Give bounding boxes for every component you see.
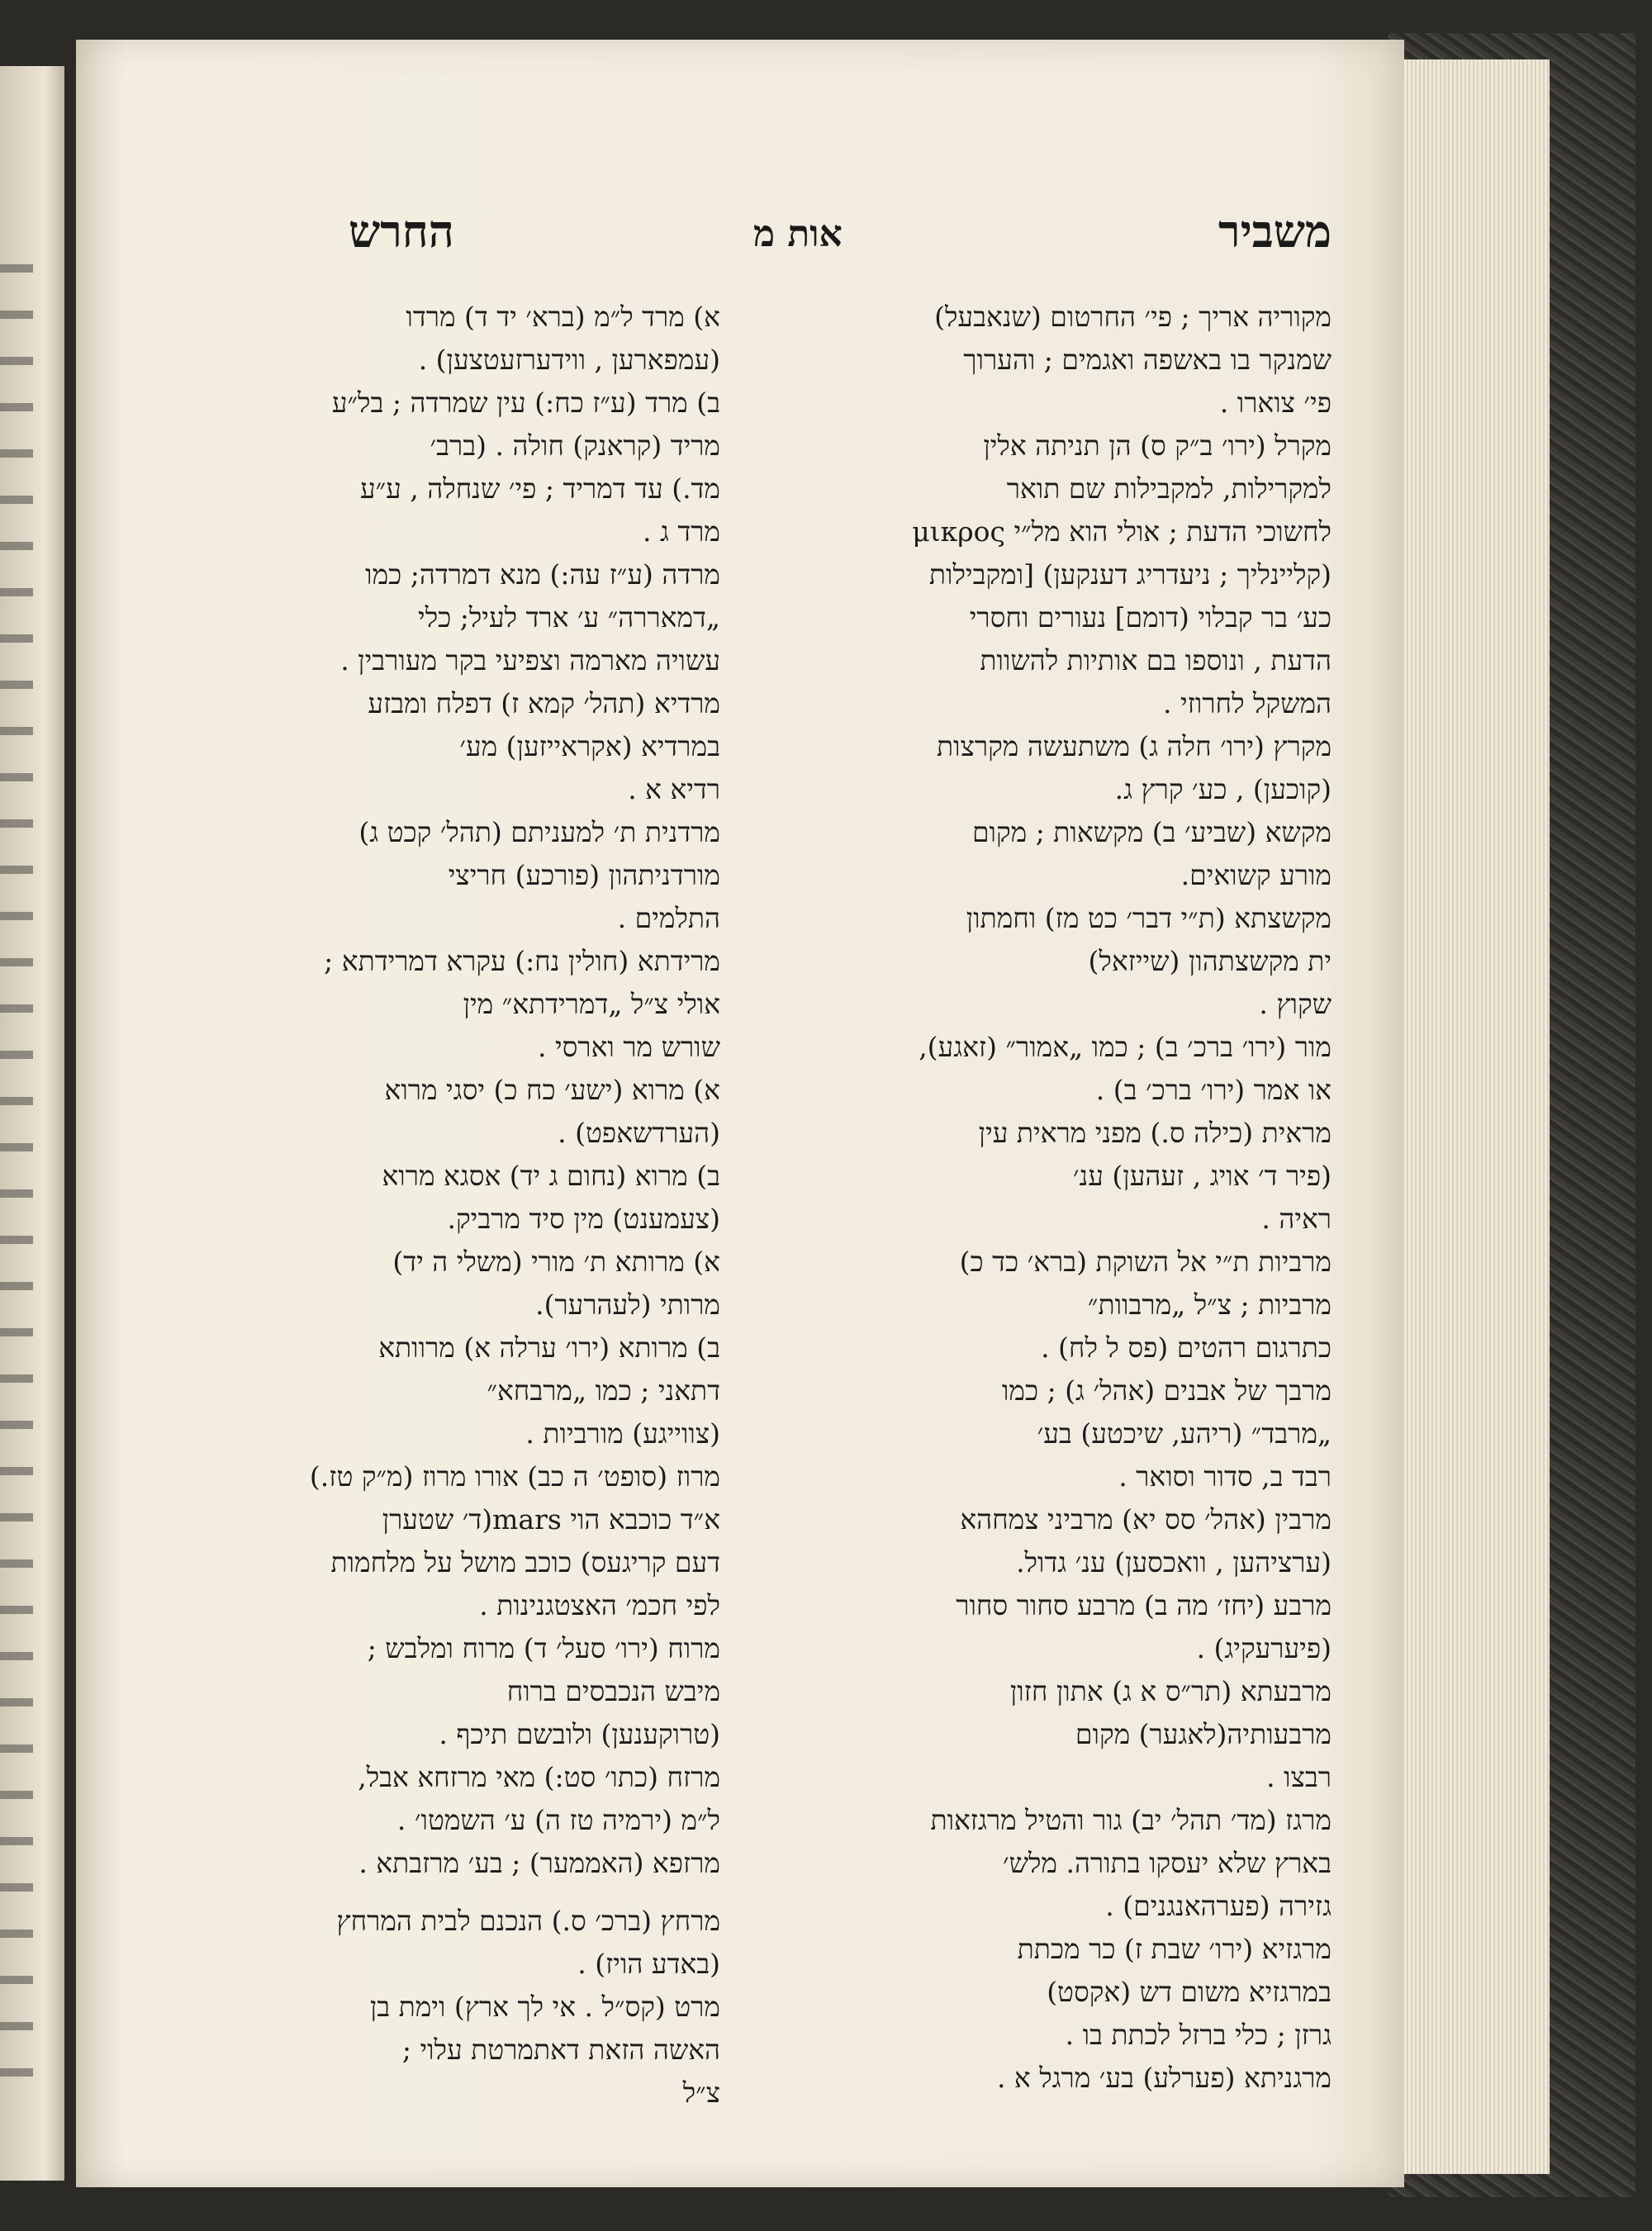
entry-line: כתרגום רהטים (פס ל לח) . [1041, 1331, 1332, 1364]
entry-line: לחשוכי הדעת ; אולי הוא מל״י μικρος [912, 515, 1332, 548]
entry-line: מורע קשואים. [1180, 859, 1332, 891]
entry-line: או אמר (ירו׳ ברכ׳ ב) . [1095, 1074, 1332, 1106]
entry-line: למקרילות, למקבילות שם תואר [1006, 472, 1332, 505]
running-head-letter: אות מ [753, 213, 843, 255]
entry-line: ב) מרוא (נחום ג יד) אסגא מרוא [382, 1160, 720, 1192]
entry-line: (הערדשאפט) . [558, 1117, 720, 1149]
entry-line: מקרץ (ירו׳ חלה ג) משתעשה מקרצות [937, 730, 1332, 762]
entry-line: רדיא א . [628, 773, 720, 805]
entry-line: מרזפא (האממער) ; בע׳ מרזבתא . [358, 1847, 720, 1879]
entry-line: מור (ירו׳ ברכ׳ ב) ; כמו „אמור״ (זאגע), [919, 1031, 1332, 1063]
entry-line: מרבין (אהל׳ סס יא) מרביני צמחהא [960, 1503, 1332, 1536]
entry-line: (ערציהען , וואכסען) ענ׳ גדול. [1016, 1546, 1332, 1578]
entry-line: ראיה . [1261, 1203, 1332, 1235]
entry-line: מרדה (ע״ז עה:) מנא דמרדה; כמו [365, 558, 720, 591]
entry-line: (באדע הויז) . [577, 1948, 720, 1980]
entry-line: מרד ג . [642, 515, 720, 548]
entry-line: מרזח (כתו׳ סט:) מאי מרזחא אבל, [358, 1761, 720, 1793]
entry-line: רבד ב, סדור וסואר . [1118, 1460, 1332, 1493]
entry-line: (קוכען) , כע׳ קרץ ג. [1114, 773, 1332, 805]
right-column [770, 296, 1332, 2100]
entry-line: מריד (קראנק) חולה . (ברב׳ [430, 430, 720, 462]
left-column [159, 296, 720, 2115]
entry-line: מרגזיא (ירו׳ שבת ז) כר מכתת [1017, 1933, 1332, 1965]
entry-line: א) מרד ל״מ (ברא׳ יד ד) מרדו [406, 301, 720, 333]
running-head [258, 205, 1332, 271]
entry-line: (פיערעקיג) . [1196, 1632, 1332, 1664]
entry-line: שורש מר וארסי . [538, 1031, 720, 1063]
entry-line: (פיר ד׳ אויג , זעהען) ענ׳ [1072, 1160, 1332, 1192]
entry-line: מרט (קס״ל . אי לך ארץ) וימת בן [369, 1991, 720, 2023]
entry-line: במרגזיא משום דש (אקסט) [1047, 1976, 1332, 2008]
page-edges [1396, 59, 1550, 2174]
entry-line: „דמאררה״ ע׳ ארד לעיל; כלי [418, 601, 720, 634]
entry-line: מרותי (לעהרער). [535, 1289, 720, 1321]
entry-line: (טרוקענען) ולובשם תיכף . [439, 1718, 720, 1750]
entry-line: מרוז (סופט׳ ה כב) אורו מרוז (מ״ק טז.) [309, 1460, 720, 1493]
entry-line: מקשצתא (ת״י דבר׳ כט מז) וחמתון [966, 902, 1332, 934]
entry-line: ית מקשצתהון (שייזאל) [1088, 945, 1332, 977]
entry-line: רבצו . [1266, 1761, 1332, 1793]
entry-line: שקוץ . [1259, 988, 1332, 1020]
running-head-first-word: משביר [1218, 205, 1332, 258]
entry-line: כע׳ בר קבלוי (דומם] נעורים וחסרי [969, 601, 1332, 634]
entry-line: גרזן ; כלי ברזל לכתת בו . [1065, 2019, 1332, 2051]
facing-page-text [0, 264, 33, 2081]
entry-line: המשקל לחרוזי . [1163, 687, 1332, 719]
entry-line: מקוריה אריך ; פי׳ החרטום (שנאבעל) [934, 301, 1332, 333]
entry-line: מיבש הנכבסים ברוח [506, 1675, 720, 1707]
entry-line: מד.) עד דמריד ; פי׳ שנחלה , ע״ע [359, 472, 720, 505]
entry-line: ל״מ (ירמיה טז ה) ע׳ השמטו׳ . [396, 1804, 720, 1836]
entry-line: פי׳ צוארו . [1219, 387, 1332, 419]
entry-line: „מרבד״ (ריהע, שיכטע) בע׳ [1037, 1417, 1332, 1450]
entry-line: (צעמענט) מין סיד מרביק. [447, 1203, 720, 1235]
entry-line: א) מרוא (ישע׳ כח כ) יסגי מרוא [384, 1074, 720, 1106]
entry-line: אולי צ״ל „דמרידתא״ מין [463, 988, 720, 1020]
entry-line: מרבך של אבנים (אהל׳ ג) ; כמו [1001, 1374, 1332, 1407]
entry-line: התלמים . [617, 902, 720, 934]
entry-line: מרידתא (חולין נח:) עקרא דמרידתא ; [324, 945, 720, 977]
entry-line: ב) מרד (ע״ז כח:) עין שמרדה ; בל״ע [331, 387, 720, 419]
entry-line: (עמפארען , ווידערזעטצען) . [418, 344, 720, 376]
entry-line: שמנקר בו באשפה ואגמים ; והערוך [963, 344, 1332, 376]
entry-line: מרדיא (תהל׳ קמא ז) דפלח ומבזע [368, 687, 720, 719]
entry-line: דעם קריגעס) כוכב מושל על מלחמות [330, 1546, 720, 1578]
facing-page [0, 66, 64, 2181]
entry-line: מרבעותיה(לאגער) מקום [1075, 1718, 1332, 1750]
entry-line: א) מרותא ת׳ מורי (משלי ה יד) [392, 1246, 720, 1278]
entry-line: לפי חכמ׳ האצטגנינות . [479, 1589, 720, 1621]
entry-line: מקשא (שביע׳ ב) מקשאות ; מקום [971, 816, 1332, 848]
entry-line: מרביות ת״י אל השוקת (ברא׳ כד כ) [959, 1246, 1332, 1278]
entry-line: (קליינליך ; ניעדריג דענקען) [ומקבילות [928, 558, 1332, 591]
entry-line: מרוח (ירו׳ סעל׳ ד) מרוח ומלבש ; [367, 1632, 720, 1664]
entry-line: דתאני ; כמו „מרבחא״ [487, 1374, 720, 1407]
entry-line: במרדיא (אקראייזען) מע׳ [459, 730, 720, 762]
entry-line: מורדניתהון (פורכע) חריצי [448, 859, 720, 891]
entry-line: מרבעתא (תר״ס א ג) אתון חזון [1009, 1675, 1332, 1707]
entry-line: האשה הזאת דאתמרטת עלוי ; [401, 2034, 720, 2066]
entry-line: ב) מרותא (ירו׳ ערלה א) מרוותא [378, 1331, 720, 1364]
entry-line: עשויה מארמה וצפיעי בקר מעורבין . [340, 644, 720, 676]
entry-line: גזירה (פערהאנגנים) . [1105, 1890, 1332, 1922]
book-page [76, 40, 1404, 2187]
entry-line: מקרל (ירו׳ ב״ק ס) הן תניתה אלין [983, 430, 1332, 462]
entry-line: בארץ שלא יעסקו בתורה. מלש׳ [1002, 1847, 1332, 1879]
entry-line: מרחץ (ברכ׳ ס.) הנכנם לבית המרחץ [336, 1905, 720, 1937]
entry-line: צ״ל [682, 2077, 720, 2109]
entry-line: מראית (כילה ס.) מפני מראית עין [978, 1117, 1332, 1149]
entry-line: מרבע (יחז׳ מה ב) מרבע סחור סחור [956, 1589, 1332, 1621]
entry-line: א״ד כוכבא הוי mars(ד׳ שטערן [382, 1503, 720, 1536]
entry-line: מרגניתא (פערלע) בע׳ מרגל א . [996, 2062, 1332, 2094]
entry-line: הדעת , ונוספו בם אותיות להשוות [980, 644, 1332, 676]
entry-line [159, 1885, 720, 1900]
entry-line: מרדנית ת׳ למעניתם (תהל׳ קכט ג) [358, 816, 720, 848]
entry-line: מרביות ; צ״ל „מרבוות״ [1087, 1289, 1332, 1321]
entry-line: מרגז (מד׳ תהל׳ יב) גור והטיל מרגזאות [930, 1804, 1332, 1836]
running-head-last-word: החרש [349, 205, 454, 258]
entry-line: (צווייגע) מורביות . [525, 1417, 720, 1450]
